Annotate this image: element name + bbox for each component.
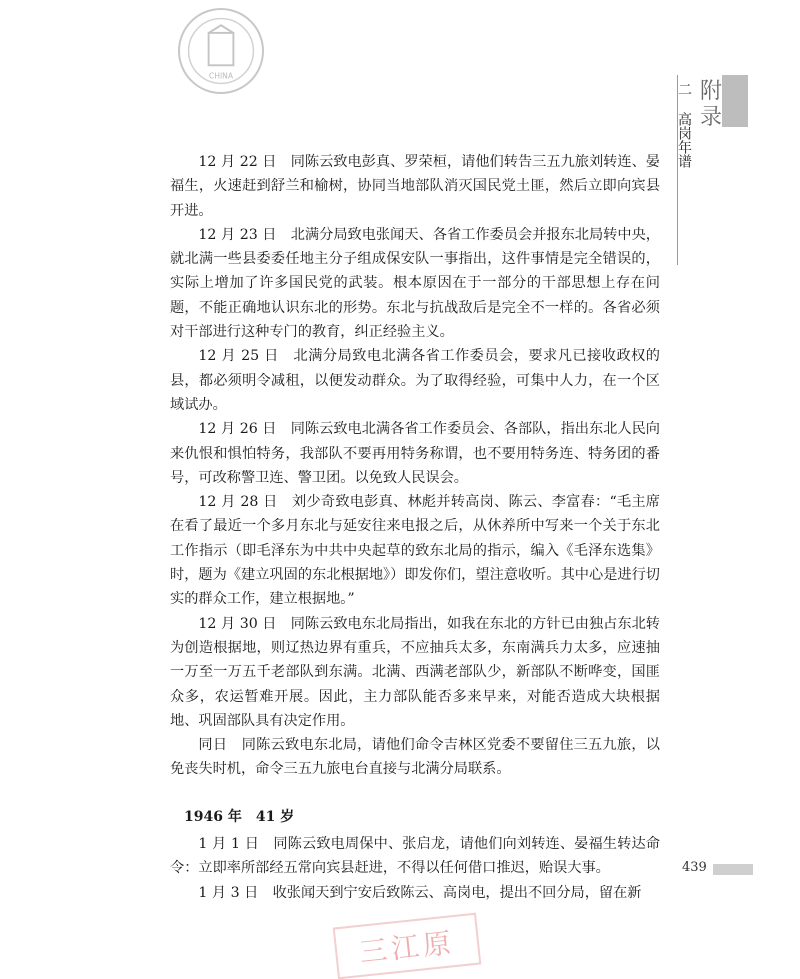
entry-0101: 1 月 1 日 同陈云致电周保中、张启龙，请他们向刘转连、晏福生转达命令：立即率所部经五常向宾县赶进，不得以任何借口推迟，贻误大事。 — [170, 836, 660, 877]
chronicle-body — [170, 150, 660, 782]
publisher-seal-icon — [178, 8, 264, 94]
entry-1225: 12 月 25 日 北满分局致电北满各省工作委员会，要求凡已接收政权的县，都必须明令减租，以便发动群众。为了取得经验，可集中人力，在一个区域试办。 — [170, 348, 660, 413]
entry-1228: 12 月 28 日 刘少奇致电彭真、林彪并转高岗、陈云、李富春：“毛主席在看了最近一个多月东北与延安往来电报之后，从休养所中写来一个关于东北工作指示（即毛泽东为中共中央起草的致东北局的指示，编入《毛泽东选集》时，题为《建立巩固的东北根据地》）即发你们，望注意收听。其中心是进行切实的群众工作，建立根据地。” — [170, 494, 660, 608]
entry-1222: 12 月 22 日 同陈云致电彭真、罗荣桓，请他们转告三五九旅刘转连、晏福生，火速赶到舒兰和榆树，协同当地部队消灭国民党土匪，然后立即向宾县开进。 — [170, 154, 660, 219]
page-number-bar — [713, 864, 753, 875]
year-heading: 1946 年 41 岁 — [184, 809, 295, 825]
seal-text: CHINA — [208, 71, 234, 81]
entry-0103: 1 月 3 日 收张闻天到宁安后致陈云、高岗电，提出不回分局，留在新 — [198, 884, 642, 901]
section-title: 二 高岗年谱 — [676, 82, 692, 168]
page-number: 439 — [682, 860, 707, 875]
entry-1226: 12 月 26 日 同陈云致电北满各省工作委员会、各部队，指出东北人民向来仇恨和惧怕特务，我部队不要再用特务称谓，也不要用特务连、特务团的番号，可改称警卫连、警卫团。以免致人民误会。 — [170, 421, 660, 486]
entry-1223: 12 月 23 日 北满分局致电张闻天、各省工作委员会并报东北局转中央，就北满一些县委委任地主分子组成保安队一事指出，这件事情是完全错误的，实际上增加了许多国民党的武装。根本原因在于一部分的干部思想上存在问题，不能正确地认识东北的形势。东北与抗战敌后是完全不一样的。各省必须对干部进行这种专门的教育，纠正经验主义。 — [170, 226, 660, 341]
chronicle-body-1946 — [170, 832, 660, 905]
entry-same-day: 同日 同陈云致电东北局，请他们命令吉林区党委不要留住三五九旅，以免丧失时机，命令三五九旅电台直接与北满分局联系。 — [170, 737, 660, 778]
appendix-tab — [722, 75, 748, 127]
appendix-char-1: 附 — [700, 79, 723, 104]
appendix-char-2: 录 — [700, 105, 723, 130]
watermark-stamp: 三江原 — [333, 913, 482, 979]
entry-1230: 12 月 30 日 同陈云致电东北局指出，如我在东北的方针已由独占东北转为创造根据地，则辽热边界有重兵，不应抽兵太多，东南满兵力太多，应速抽一万至一万五千老部队到东满。北满、西满老部队少，新部队不断哗变，国匪众多，农运暂难开展。因此，主力部队能否多来早来，对能否造成大块根据地、巩固部队具有决定作用。 — [170, 615, 660, 729]
